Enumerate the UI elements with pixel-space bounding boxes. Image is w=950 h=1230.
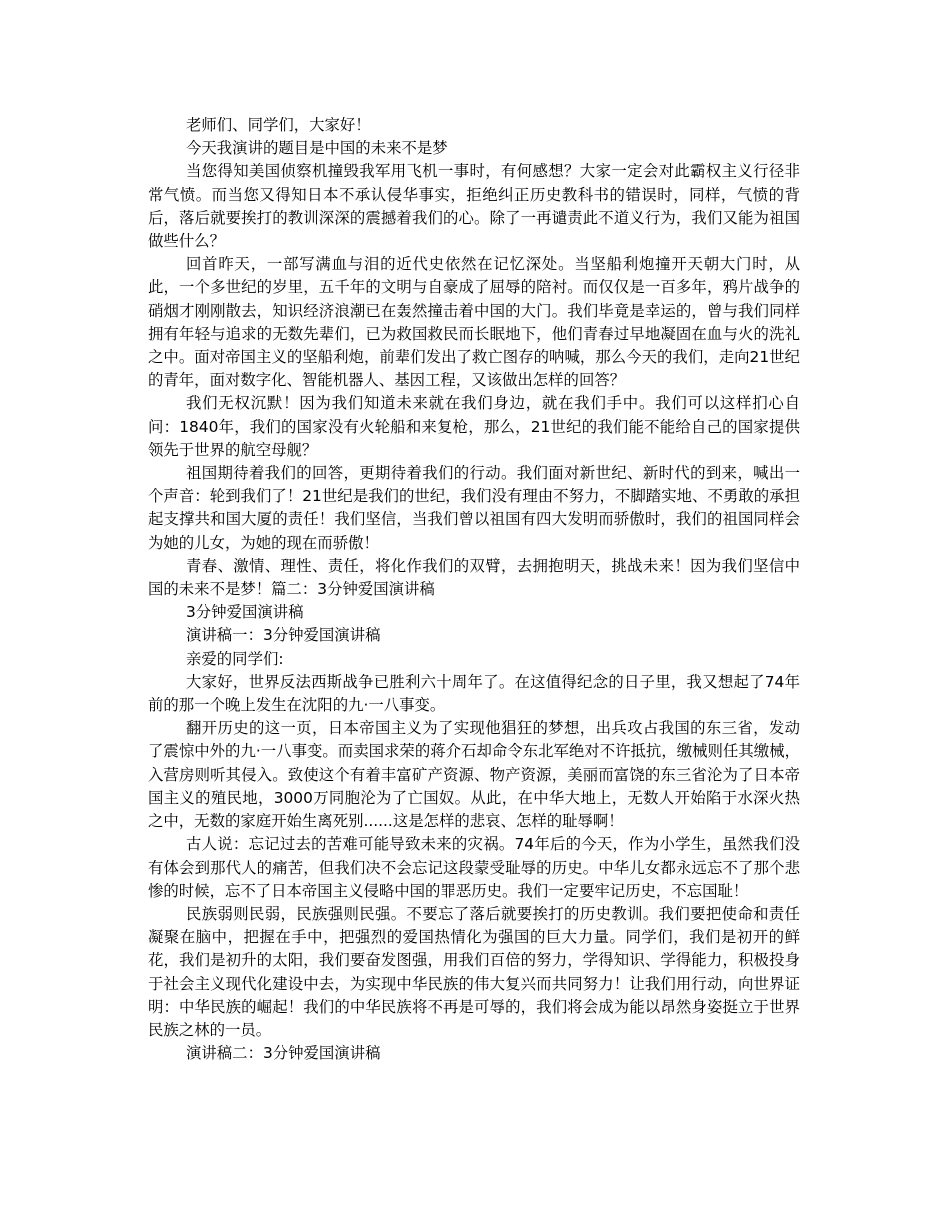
section-heading: 3分钟爱国演讲稿 [186,603,304,622]
body-paragraph: 古人说：忘记过去的苦难可能导致未来的灾祸。74年后的今天，作为小学生，虽然我们没有体会到那代人的痛苦，但我们决不会忘记这段蒙受耻辱的历史。中华儿女都永远忘不了那个悲惨的时候，忘不了日本帝国主义侵略中国的罪恶历史。我们一定要牢记历史，不忘国耻！ [148,835,800,900]
document-body [148,114,800,1065]
body-paragraph: 当您得知美国侦察机撞毁我军用飞机一事时，有何感想？大家一定会对此霸权主义行径非常气愤。而当您又得知日本不承认侵华事实，拒绝纠正历史教科书的错误时，同样，气愤的背后，落后就要挨打的教训深深的震撼着我们的心。除了一再谴责此不道义行为，我们又能为祖国做些什么？ [148,162,800,251]
salutation-paragraph: 亲爱的同学们: [186,649,284,668]
subsection-heading: 演讲稿二：3分钟爱国演讲稿 [186,1044,381,1063]
subsection-heading: 演讲稿一：3分钟爱国演讲稿 [186,626,381,645]
body-paragraph: 大家好，世界反法西斯战争已胜利六十周年了。在这值得纪念的日子里，我又想起了74年前的那一个晚上发生在沈阳的九·一八事变。 [148,672,800,715]
speech-title-paragraph: 今天我演讲的题目是中国的未来不是梦 [186,139,448,158]
body-paragraph: 民族弱则民弱，民族强则民强。不要忘了落后就要挨打的历史教训。我们要把使命和责任凝聚在脑中，把握在手中，把强烈的爱国热情化为强国的巨大力量。同学们，我们是初开的鲜花，我们是初升的太阳，我们要奋发图强，用我们百倍的努力，学得知识、学得能力，积极投身于社会主义现代化建设中去，为实现中华民族的伟大复兴而共同努力！让我们用行动，向世界证明：中华民族的崛起！我们的中华民族将不再是可辱的，我们将会成为能以昂然身姿挺立于世界民族之林的一员。 [148,904,800,1039]
greeting-paragraph: 老师们、同学们，大家好！ [186,116,371,134]
body-paragraph: 翻开历史的这一页，日本帝国主义为了实现他猖狂的梦想，出兵攻占我国的东三省，发动了震惊中外的九·一八事变。而卖国求荣的蒋介石却命令东北军绝对不许抵抗，缴械则任其缴械，入营房则听其侵入。致使这个有着丰富矿产资源、物产资源，美丽而富饶的东三省沦为了日本帝国主义的殖民地，3000万同胞沦为了亡国奴。从此，在中华大地上，无数人开始陷于水深火热之中，无数的家庭开始生离死别......这是怎样的悲哀、怎样的耻辱啊！ [148,719,800,831]
body-paragraph: 青春、激情、理性、责任，将化作我们的双臂，去拥抱明天，挑战未来！因为我们坚信中国的未来不是梦！篇二：3分钟爱国演讲稿 [148,556,800,599]
body-paragraph: 回首昨天，一部写满血与泪的近代史依然在记忆深处。当坚船利炮撞开天朝大门时，从此，一个多世纪的岁里，五千年的文明与自豪成了屈辱的陪衬。而仅仅是一百多年，鸦片战争的硝烟才刚刚散去，知识经济浪潮已在轰然撞击着中国的大门。我们毕竟是幸运的，曾与我们同样拥有年轻与追求的无数先辈们，已为救国救民而长眠地下，他们青春过早地凝固在血与火的洗礼之中。面对帝国主义的坚船利炮，前辈们发出了救亡图存的呐喊，那么今天的我们，走向21世纪的青年，面对数字化、智能机器人、基因工程，又该做出怎样的回答？ [148,255,800,390]
body-paragraph: 祖国期待着我们的回答，更期待着我们的行动。我们面对新世纪、新时代的到来，喊出一个声音：轮到我们了！21世纪是我们的世纪，我们没有理由不努力，不脚踏实地、不勇敢的承担起支撑共和国大厦的责任！我们坚信，当我们曾以祖国有四大发明而骄傲时，我们的祖国同样会为她的儿女，为她的现在而骄傲！ [148,464,800,552]
body-paragraph: 我们无权沉默！因为我们知道未来就在我们身边，就在我们手中。我们可以这样扪心自问：1840年，我们的国家没有火轮船和来复枪，那么，21世纪的我们能不能给自己的国家提供领先于世界的航空母舰？ [148,394,800,459]
